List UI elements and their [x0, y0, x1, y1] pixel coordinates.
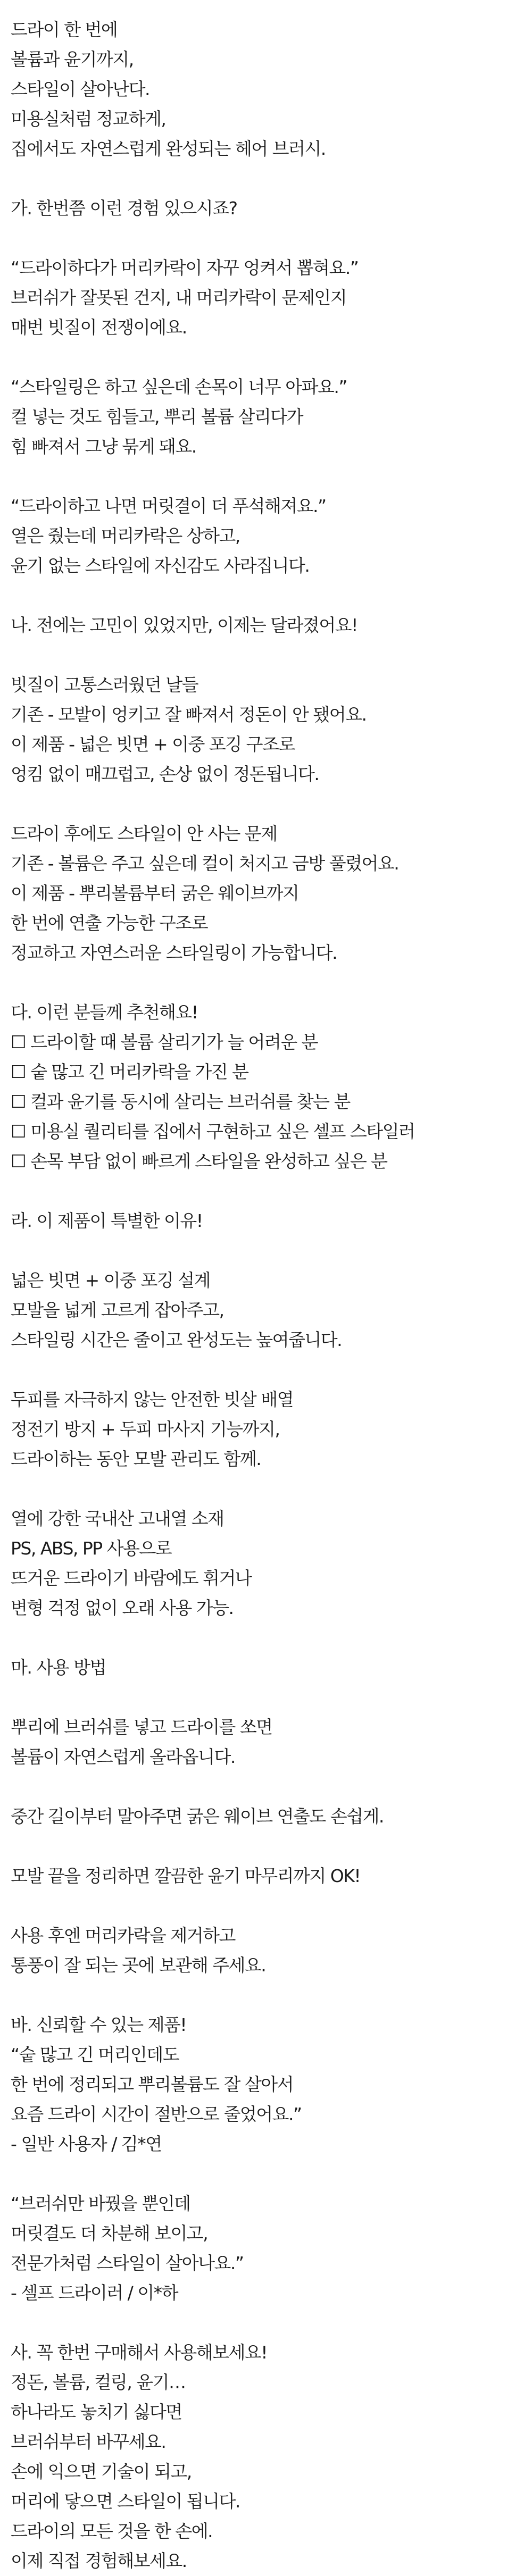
blank-line [11, 1980, 532, 2010]
blank-line [11, 1474, 532, 1504]
text-line: 한 번에 정리되고 뿌리볼륨도 잘 살아서 [11, 2074, 293, 2095]
text-line: 미용실처럼 정교하게, [11, 108, 166, 129]
text-line: 머리에 닿으면 스타일이 됩니다. [11, 2491, 240, 2512]
text-line: 열은 줬는데 머리카락은 상하고, [11, 525, 240, 546]
blank-line [11, 223, 532, 253]
blank-line [11, 1623, 532, 1653]
text-line: 기존 - 볼륨은 주고 싶은데 컬이 처지고 금방 풀렸어요. [11, 853, 399, 874]
text-line: 엉킴 없이 매끄럽고, 손상 없이 정돈됩니다. [11, 764, 319, 784]
text-line: 이 제품 - 뿌리볼륨부터 굵은 웨이브까지 [11, 883, 299, 904]
text-line: 사. 꼭 한번 구매해서 사용해보세요! [11, 2342, 267, 2363]
text-line: 모발을 넓게 고르게 잡아주고, [11, 1300, 224, 1320]
blank-line [11, 968, 532, 998]
text-line: 스타일링 시간은 줄이고 완성도는 높여줍니다. [11, 1329, 342, 1350]
text-line: 두피를 자극하지 않는 안전한 빗살 배열 [11, 1389, 293, 1410]
blank-line [11, 1891, 532, 1921]
blank-line [11, 2159, 532, 2189]
text-line: 전문가처럼 스타일이 살아나요.” [11, 2253, 244, 2273]
text-line: 이 제품 - 넓은 빗면 + 이중 포깅 구조로 [11, 734, 295, 755]
text-line: 다. 이런 분들께 추천해요! [11, 1002, 198, 1023]
text-line: 머릿결도 더 차분해 보이고, [11, 2223, 208, 2244]
text-line: - 일반 사용자 / 김*연 [11, 2134, 162, 2154]
text-line: 정돈, 볼륨, 컬링, 윤기… [11, 2372, 186, 2393]
blank-line [11, 2308, 532, 2338]
text-line: 힘 빠져서 그냥 묶게 돼요. [11, 436, 196, 457]
text-line: 볼륨과 윤기까지, [11, 49, 134, 70]
blank-line [11, 640, 532, 670]
text-line: PS, ABS, PP 사용으로 [11, 1538, 172, 1559]
text-line: ☐ 드라이할 때 볼륨 살리기가 늘 어려운 분 [11, 1032, 318, 1052]
text-line: 가. 한번쯤 이런 경험 있으시죠? [11, 198, 237, 219]
text-line: 하나라도 놓치기 싫다면 [11, 2402, 182, 2422]
blank-line [11, 164, 532, 194]
text-line: ☐ 컬과 윤기를 동시에 살리는 브러쉬를 찾는 분 [11, 1091, 350, 1112]
blank-line [11, 1355, 532, 1385]
text-line: “스타일링은 하고 싶은데 손목이 너무 아파요.” [11, 377, 347, 397]
text-line: ☐ 숱 많고 긴 머리카락을 가진 분 [11, 1061, 248, 1082]
text-line: 빗질이 고통스러웠던 날들 [11, 674, 198, 695]
text-line: 집에서도 자연스럽게 완성되는 헤어 브러시. [11, 138, 326, 159]
blank-line [11, 1683, 532, 1712]
text-line: 요즘 드라이 시간이 절반으로 줄었어요.” [11, 2104, 302, 2125]
text-line: 통풍이 잘 되는 곳에 보관해 주세요. [11, 1955, 266, 1976]
text-line: 드라이 후에도 스타일이 안 사는 문제 [11, 823, 277, 844]
text-line: 넓은 빗면 + 이중 포깅 설계 [11, 1270, 210, 1291]
blank-line [11, 1176, 532, 1206]
text-line: 정전기 방지 + 두피 마사지 기능까지, [11, 1419, 280, 1440]
text-line: 정교하고 자연스러운 스타일링이 가능합니다. [11, 942, 337, 963]
text-line: 모발 끝을 정리하면 깔끔한 윤기 마무리까지 OK! [11, 1866, 361, 1886]
blank-line [11, 462, 532, 491]
blank-line [11, 1831, 532, 1861]
text-line: 윤기 없는 스타일에 자신감도 사라집니다. [11, 555, 310, 576]
text-line: 매번 빗질이 전쟁이에요. [11, 317, 187, 338]
text-line: ☐ 미용실 퀄리티를 집에서 구현하고 싶은 셀프 스타일러 [11, 1121, 415, 1142]
text-line: 라. 이 제품이 특별한 이유! [11, 1210, 203, 1231]
text-line: 나. 전에는 고민이 있었지만, 이제는 달라졌어요! [11, 615, 358, 635]
text-line: 마. 사용 방법 [11, 1657, 106, 1678]
text-line: 한 번에 연출 가능한 구조로 [11, 913, 208, 933]
text-line: 사용 후엔 머리카락을 제거하고 [11, 1925, 235, 1946]
text-line: ☐ 손목 부담 없이 빠르게 스타일을 완성하고 싶은 분 [11, 1151, 387, 1172]
text-line: 브러쉬부터 바꾸세요. [11, 2431, 166, 2452]
text-line: “드라이하고 나면 머릿결이 더 푸석해져요.” [11, 496, 326, 516]
text-line: 드라이의 모든 것을 한 손에. [11, 2521, 213, 2541]
text-line: 중간 길이부터 말아주면 굵은 웨이브 연출도 손쉽게. [11, 1806, 384, 1827]
blank-line [11, 789, 532, 819]
text-line: 뜨거운 드라이기 바람에도 휘거나 [11, 1568, 252, 1588]
text-line: 이제 직접 경험해보세요. [11, 2550, 187, 2571]
text-line: 브러쉬가 잘못된 건지, 내 머리카락이 문제인지 [11, 287, 347, 308]
text-line: “숱 많고 긴 머리인데도 [11, 2044, 179, 2065]
blank-line [11, 342, 532, 372]
text-line: “드라이하다가 머리카락이 자꾸 엉켜서 뽑혀요.” [11, 257, 359, 278]
text-line: 컬 넣는 것도 힘들고, 뿌리 볼륨 살리다가 [11, 406, 303, 427]
text-line: 뿌리에 브러쉬를 넣고 드라이를 쏘면 [11, 1717, 272, 1737]
text-line: 드라이하는 동안 모발 관리도 함께. [11, 1449, 261, 1469]
text-line: 열에 강한 국내산 고내열 소재 [11, 1508, 224, 1529]
blank-line [11, 581, 532, 610]
text-line: 손에 익으면 기술이 되고, [11, 2461, 192, 2482]
text-line: - 셀프 드라이러 / 이*하 [11, 2282, 178, 2303]
blank-line [11, 1772, 532, 1802]
blank-line [11, 1236, 532, 1266]
text-line: 볼륨이 자연스럽게 올라옵니다. [11, 1746, 235, 1767]
text-line: 스타일이 살아난다. [11, 79, 150, 99]
text-line: 드라이 한 번에 [11, 19, 118, 40]
text-line: “브러쉬만 바꿨을 뿐인데 [11, 2193, 190, 2214]
text-line: 바. 신뢰할 수 있는 제품! [11, 2014, 187, 2035]
text-line: 기존 - 모발이 엉키고 잘 빠져서 정돈이 안 됐어요. [11, 704, 367, 725]
text-line: 변형 걱정 없이 오래 사용 가능. [11, 1598, 234, 1618]
